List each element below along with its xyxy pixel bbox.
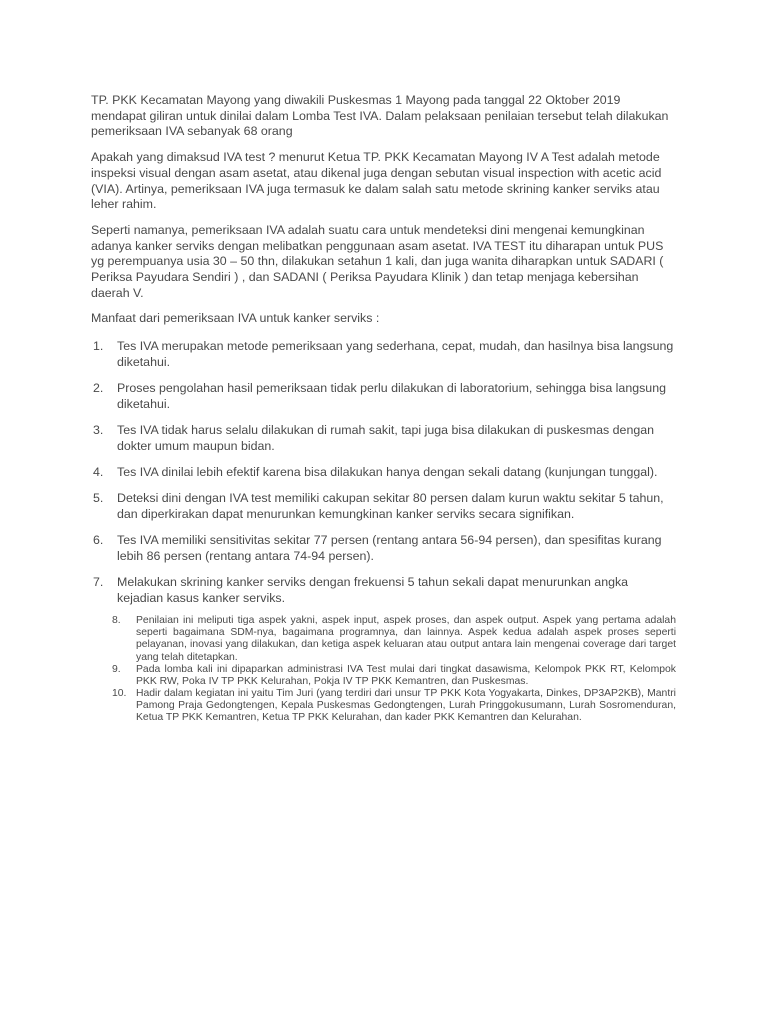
list-item [91,615,676,663]
list-item-number: 7. [93,574,104,589]
paragraph-intro: TP. PKK Kecamatan Mayong yang diwakili Puskesmas 1 Mayong pada tanggal 22 Oktober 2019 mendapat giliran untuk dinilai dalam Lomba Test IVA. Dalam pelaksaan penilaian tersebut telah dilakukan pemeriksaan IVA sebanyak 68 orang [91,93,669,139]
list-item [91,381,676,412]
list-item-text: Tes IVA tidak harus selalu dilakukan di rumah sakit, tapi juga bisa dilakukan di puskesmas dengan dokter umum maupun bidan. [117,422,655,453]
list-item-text: Tes IVA memiliki sensitivitas sekitar 77 persen (rentang antara 56-94 persen), dan spesifitas kurang lebih 86 persen (rentang antara 74-94 persen). [117,532,662,563]
list-item-number: 10. [112,687,127,699]
list-item [91,575,676,606]
list-item-number: 3. [93,422,104,437]
list-item-text: Hadir dalam kegiatan ini yaitu Tim Juri (yang terdiri dari unsur TP PKK Kota Yogyakarta, Dinkes, DP3AP2KB), Mantri Pamong Praja Gedongtengen, Kepala Puskesmas Gedongtengen, Lurah Pringgokusumann, Lurah Sosromenduran, Ketua TP PKK Kemantren, Ketua TP PKK Kelurahan, dan kader PKK Kemantren dan Kelurahan. [136,687,676,724]
paragraph-definition: Apakah yang dimaksud IVA test ? menurut Ketua TP. PKK Kecamatan Mayong IV A Test adalah metode inspeksi visual dengan asam asetat, atau dikenal juga dengan sebutan visual inspection with acetic acid (VIA). Artinya, pemeriksaan IVA juga termasuk ke dalam salah satu metode skrining kanker serviks atau leher rahim. [91,150,662,212]
list-item-text: Deteksi dini dengan IVA test memiliki cakupan sekitar 80 persen dalam kurun waktu sekitar 5 tahun, dan diperkirakan dapat menurunkan kemungkinan kanker serviks secara signifikan. [117,491,664,521]
list-item-text: Melakukan skrining kanker serviks dengan frekuensi 5 tahun sekali dapat menurunkan angka kejadian kasus kanker serviks. [117,574,629,605]
list-item-text: Penilaian ini meliputi tiga aspek yakni, aspek input, aspek proses, dan aspek output. Aspek yang pertama adalah seperti bagaimana SDM-nya, bagaimana programnya, dan lainnya. Aspek kedua adalah aspek proses seperti pelayanan, inovasi yang dilakukan, dan ketiga aspek keluaran atau output antara lain mengenai coverage dari target yang telah ditetapkan. [136,615,676,663]
list-item-number: 1. [93,339,104,354]
list-item [91,491,676,522]
details-list [91,615,676,724]
list-item-number: 9. [112,663,121,675]
list-item [91,339,676,370]
list-item [91,533,676,564]
list-item [91,423,676,454]
paragraph-benefits-heading: Manfaat dari pemeriksaan IVA untuk kanker serviks : [91,311,380,326]
list-item-number: 2. [93,381,104,396]
list-item-number: 4. [93,464,104,479]
list-item-number: 5. [93,491,104,506]
list-item-number: 8. [112,615,121,627]
list-item [91,465,676,481]
list-item-number: 6. [93,532,104,547]
list-item [91,688,676,724]
list-item-text: Pada lomba kali ini dipaparkan administrasi IVA Test mulai dari tingkat dasawisma, Kelompok PKK RT, Kelompok PKK RW, Poka IV TP PKK Kelurahan, Pokja IV TP PKK Kemantren, dan Puskesmas. [136,663,676,687]
list-item-text: Proses pengolahan hasil pemeriksaan tidak perlu dilakukan di laboratorium, sehingga bisa langsung diketahui. [117,381,666,411]
benefits-list [91,339,676,606]
list-item-text: Tes IVA merupakan metode pemeriksaan yang sederhana, cepat, mudah, dan hasilnya bisa langsung diketahui. [117,339,674,369]
list-item-text: Tes IVA dinilai lebih efektif karena bisa dilakukan hanya dengan sekali datang (kunjungan tunggal). [117,464,658,479]
document-page [91,93,676,724]
paragraph-description: Seperti namanya, pemeriksaan IVA adalah suatu cara untuk mendeteksi dini mengenai kemungkinan adanya kanker serviks dengan melibatkan penggunaan asam asetat. IVA TEST itu diharapan untuk PUS yg perempuanya usia 30 – 50 thn, dilakukan setahun 1 kali, dan juga wanita diharapkan untuk SADARI ( Periksa Payudara Sendiri ) , dan SADANI ( Periksa Payudara Klinik ) dan tetap menjaga kebersihan daerah V. [91,222,664,300]
list-item [91,664,676,688]
